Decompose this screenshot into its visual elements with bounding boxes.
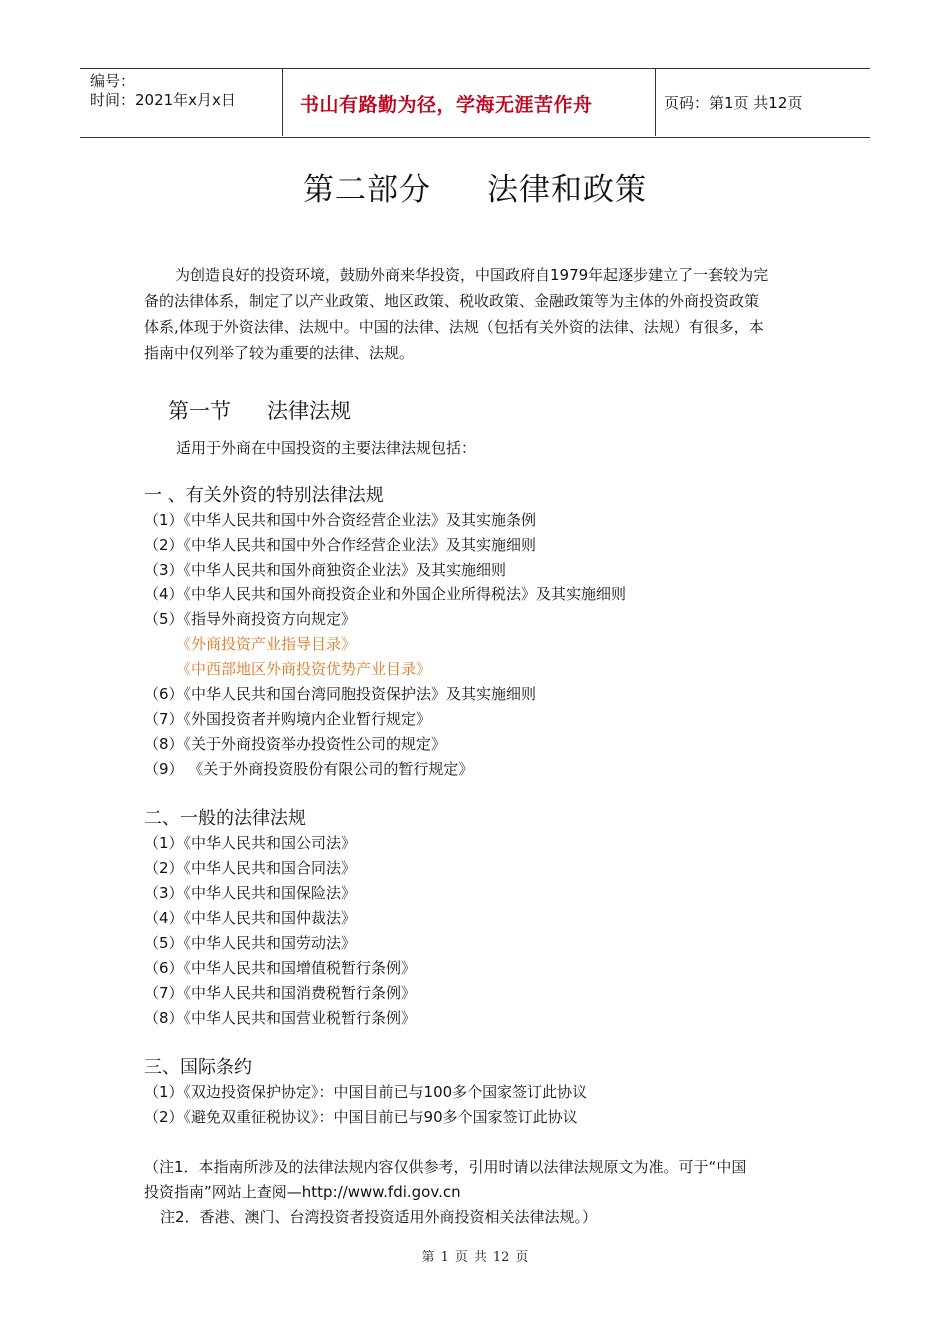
intro-line: 指南中仅列举了较为重要的法律、法规。 xyxy=(144,344,415,362)
list-item: （2）《中华人民共和国合同法》 xyxy=(144,859,357,877)
list-item: （6）《中华人民共和国台湾同胞投资保护法》及其实施细则 xyxy=(144,685,537,703)
group-heading: 一 、有关外资的特别法律法规 xyxy=(144,485,384,506)
list-item: （1）《中华人民共和国中外合资经营企业法》及其实施条例 xyxy=(144,511,537,529)
page-title xyxy=(0,164,950,209)
title-part: 第二部分 xyxy=(303,172,431,208)
list-item: （3）《中华人民共和国保险法》 xyxy=(144,884,357,902)
list-item: （5）《指导外商投资方向规定》 xyxy=(144,610,357,628)
section-intro: 适用于外商在中国投资的主要法律法规包括： xyxy=(176,439,477,457)
group-heading: 三、国际条约 xyxy=(144,1057,252,1078)
section-title xyxy=(168,395,351,425)
list-item: （1）《双边投资保护协定》：中国目前已与100多个国家签订此协议 xyxy=(144,1083,588,1101)
footer-page-prefix: 第 xyxy=(421,1250,435,1265)
document-number-label: 编号： xyxy=(90,72,136,90)
footer-total-unit: 页 xyxy=(515,1250,529,1265)
page-footer xyxy=(0,1246,950,1265)
list-item: （7）《外国投资者并购境内企业暂行规定》 xyxy=(144,710,432,728)
list-item: （6）《中华人民共和国增值税暂行条例》 xyxy=(144,959,417,977)
list-item: （9） 《关于外商投资股份有限公司的暂行规定》 xyxy=(144,760,474,778)
footer-total-pages: 12 xyxy=(492,1250,510,1265)
section-name: 法律法规 xyxy=(267,399,351,423)
list-item: （8）《中华人民共和国营业税暂行条例》 xyxy=(144,1009,417,1027)
list-item: （8）《关于外商投资举办投资性公司的规定》 xyxy=(144,735,447,753)
list-item: （4）《中华人民共和国仲裁法》 xyxy=(144,909,357,927)
note-line: （注1．本指南所涉及的法律法规内容仅供参考，引用时请以法律法规原文为准。可于“中国 xyxy=(144,1158,747,1176)
list-item: （5）《中华人民共和国劳动法》 xyxy=(144,934,357,952)
section-number: 第一节 xyxy=(168,399,231,423)
footer-current-page: 1 xyxy=(440,1250,449,1265)
list-item: （2）《避免双重征税协议》：中国目前已与90多个国家签订此协议 xyxy=(144,1108,578,1126)
header-divider xyxy=(282,68,283,136)
header-motto: 书山有路勤为径，学海无涯苦作舟 xyxy=(300,94,593,116)
catalog-link[interactable]: 《中西部地区外商投资优势产业目录》 xyxy=(176,660,432,678)
footer-page-unit: 页 xyxy=(454,1250,468,1265)
list-item: （4）《中华人民共和国外商投资企业和外国企业所得税法》及其实施细则 xyxy=(144,585,627,603)
title-name: 法律和政策 xyxy=(487,172,647,208)
list-item: （7）《中华人民共和国消费税暂行条例》 xyxy=(144,984,417,1002)
intro-paragraph xyxy=(144,262,812,366)
note-line: 投资指南”网站上查阅—http://www.fdi.gov.cn xyxy=(144,1183,461,1201)
intro-line: 备的法律体系，制定了以产业政策、地区政策、税收政策、金融政策等为主体的外商投资政策 xyxy=(144,292,760,310)
group-heading: 二、一般的法律法规 xyxy=(144,808,306,829)
intro-line: 体系,体现于外资法律、法规中。中国的法律、法规（包括有关外资的法律、法规）有很多，本 xyxy=(144,318,764,336)
catalog-link[interactable]: 《外商投资产业指导目录》 xyxy=(176,635,357,653)
list-item: （1）《中华人民共和国公司法》 xyxy=(144,834,357,852)
header-page-info: 页码：第1页 共12页 xyxy=(664,94,803,112)
document-date-label: 时间：2021年x月x日 xyxy=(90,91,236,109)
list-item: （2）《中华人民共和国中外合作经营企业法》及其实施细则 xyxy=(144,536,537,554)
footer-total-label: 共 xyxy=(473,1250,487,1265)
note-line: 注2．香港、澳门、台湾投资者投资适用外商投资相关法律法规。） xyxy=(160,1208,598,1226)
header-divider xyxy=(655,68,656,136)
intro-line: 为创造良好的投资环境，鼓励外商来华投资，中国政府自1979年起逐步建立了一套较为完 xyxy=(175,266,769,284)
list-item: （3）《中华人民共和国外商独资企业法》及其实施细则 xyxy=(144,561,507,579)
